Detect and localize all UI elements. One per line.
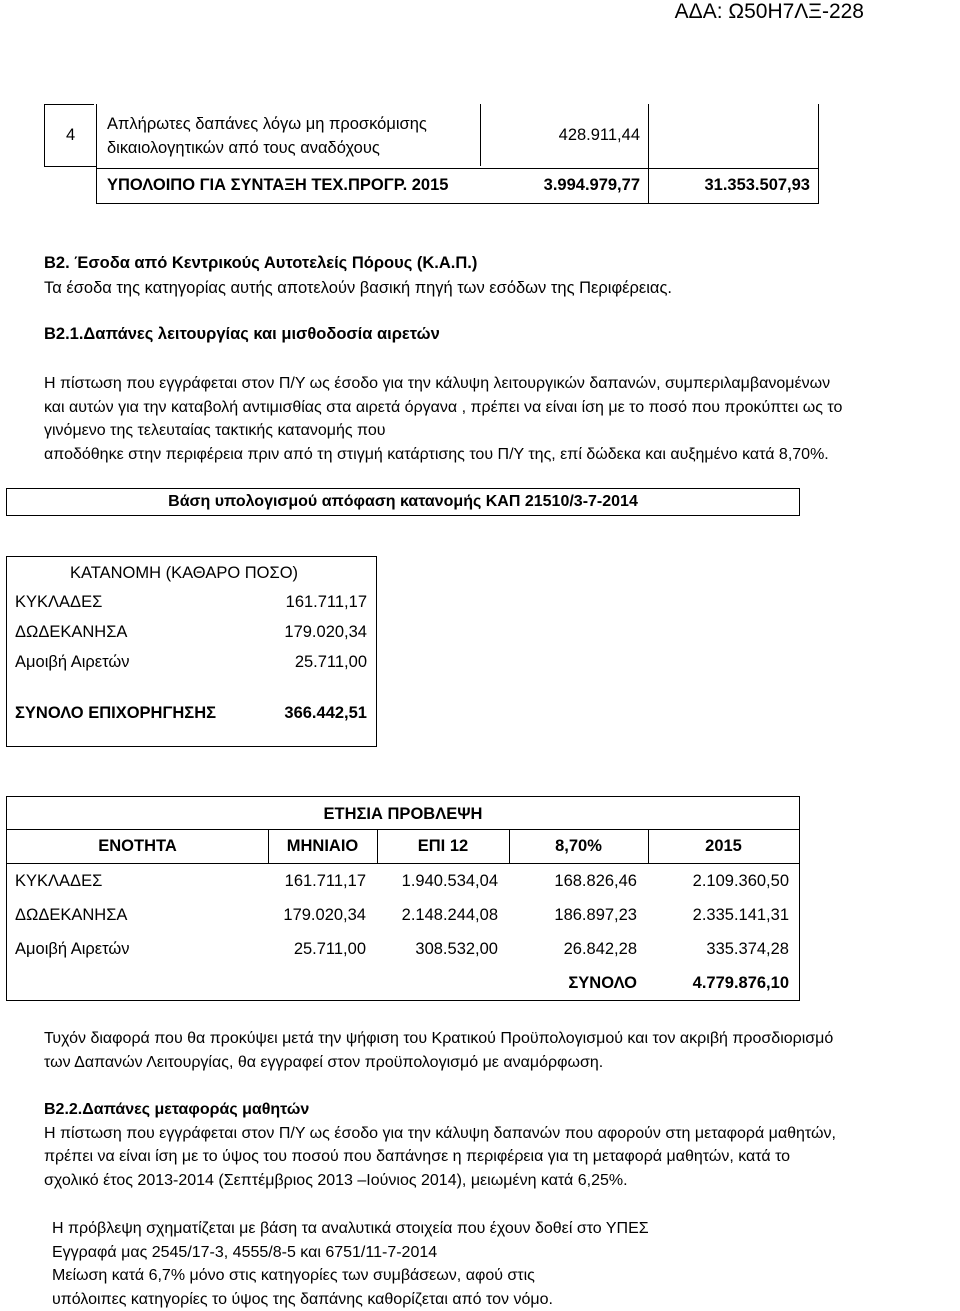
basis-text: Βάση υπολογισμού απόφαση κατανομής ΚΑΠ 21510/3-7-2014 xyxy=(168,493,638,510)
cell-unit: ΚΥΚΛΑΔΕΣ xyxy=(15,872,103,890)
table-border xyxy=(44,104,94,105)
row-description-line2: δικαιολογητικών από τους αναδόχους xyxy=(107,139,380,157)
cell-times12: 308.532,00 xyxy=(415,940,498,958)
table-border xyxy=(818,104,819,204)
cell-unit: ΔΩΔΕΚΑΝΗΣΑ xyxy=(15,906,128,924)
paragraph-line: Εγγραφά μας 2545/17-3, 4555/8-5 και 6751/11-7-2014 xyxy=(52,1243,438,1261)
allocation-label-cyclades: ΚΥΚΛΑΔΕΣ xyxy=(15,593,103,611)
table-border xyxy=(7,863,799,864)
cell-unit: Αμοιβή Αιρετών xyxy=(15,940,130,958)
paragraph-line: πρέπει να είναι ίση με το ύψος του ποσού που δαπάνησε η περιφέρεια για τη μεταφορά μαθητών, κατά το xyxy=(44,1148,791,1165)
row-index: 4 xyxy=(66,126,76,144)
paragraph-line: υπόλοιπες κατηγορίες το ύψος της δαπάνης καθορίζεται από τον νόμο. xyxy=(52,1290,553,1308)
section-b22-heading: Β2.2.Δαπάνες μεταφοράς μαθητών xyxy=(44,1101,310,1118)
paragraph-line: Η πίστωση που εγγράφεται στον Π/Υ ως έσοδο για την κάλυψη δαπανών που αφορούν στη μεταφορά μαθητών, xyxy=(44,1124,836,1142)
cell-times12: 2.148.244,08 xyxy=(401,906,498,924)
allocation-table xyxy=(6,556,377,747)
allocation-value-cyclades: 161.711,17 xyxy=(285,593,367,611)
cell-monthly: 179.020,34 xyxy=(283,906,366,924)
table-border xyxy=(7,829,799,830)
allocation-label-elected: Αμοιβή Αιρετών xyxy=(15,653,130,671)
cell-percent: 168.826,46 xyxy=(554,872,637,890)
allocation-total-label: ΣΥΝΟΛΟ ΕΠΙΧΟΡΗΓΗΣΗΣ xyxy=(15,704,217,722)
basis-box xyxy=(6,488,800,516)
table-border xyxy=(96,104,97,204)
header-times12: ΕΠΙ 12 xyxy=(417,837,469,855)
cell-monthly: 25.711,00 xyxy=(293,940,366,958)
annual-title: ΕΤΗΣΙΑ ΠΡΟΒΛΕΨΗ xyxy=(323,805,483,823)
paragraph-line: αποδόθηκε στην περιφέρεια πριν από τη στιγμή κατάρτισης του Π/Υ της, επί δώδεκα και αυξημένο κατά 8,70%. xyxy=(44,445,829,463)
section-b22 xyxy=(44,1098,836,1192)
remainder-label: ΥΠΟΛΟΙΠΟ ΓΙΑ ΣΥΝΤΑΞΗ ΤΕΧ.ΠΡΟΓΡ. 2015 xyxy=(107,176,449,194)
section-b21-heading: Β2.1.Δαπάνες λειτουργίας και μισθοδοσία αιρετών xyxy=(44,325,440,343)
ada-code: ΑΔΑ: Ω50Η7ΛΞ-228 xyxy=(674,0,864,23)
annual-total-value: 4.779.876,10 xyxy=(692,974,789,992)
paragraph-line: γινόμενο της τελευταίας τακτικής κατανομής που xyxy=(44,422,386,439)
header-year: 2015 xyxy=(705,837,742,855)
allocation-title: ΚΑΤΑΝΟΜΗ (ΚΑΘΑΡΟ ΠΟΣΟ) xyxy=(70,564,299,582)
remainder-value-2: 31.353.507,93 xyxy=(704,176,810,194)
row-description-line1: Απλήρωτες δαπάνες λόγω μη προσκόμισης xyxy=(107,115,427,133)
cell-times12: 1.940.534,04 xyxy=(401,872,498,890)
cell-year: 2.109.360,50 xyxy=(692,872,789,890)
section-b2-intro: Τα έσοδα της κατηγορίας αυτής αποτελούν βασική πηγή των εσόδων της Περιφέρειας. xyxy=(44,279,672,297)
cell-year: 335.374,28 xyxy=(706,940,789,958)
remainder-value-1: 3.994.979,77 xyxy=(543,176,640,194)
cell-percent: 26.842,28 xyxy=(563,940,637,958)
row-amount: 428.911,44 xyxy=(558,126,640,144)
annual-forecast-table xyxy=(6,796,800,1001)
allocation-value-dodecanese: 179.020,34 xyxy=(284,623,367,641)
paragraph-line: Η πίστωση που εγγράφεται στον Π/Υ ως έσοδο για την κάλυψη λειτουργικών δαπανών, συμπεριλαμβανομένων xyxy=(44,375,831,392)
paragraph-line: σχολικό έτος 2013-2014 (Σεπτέμβριος 2013 –Ιούνιος 2014), μειωμένη κατά 6,25%. xyxy=(44,1171,628,1189)
allocation-label-dodecanese: ΔΩΔΕΚΑΝΗΣΑ xyxy=(15,623,128,641)
forecast-note xyxy=(52,1217,649,1311)
paragraph-line: και αυτών για την καταβολή αντιμισθίας στα αιρετά όργανα , πρέπει να είναι ίση με το ποσό που προκύπτει ως το xyxy=(44,398,843,416)
paragraph-line: Η πρόβλεψη σχηματίζεται με βάση τα αναλυτικά στοιχεία που έχουν δοθεί στο ΥΠΕΣ xyxy=(52,1220,649,1237)
allocation-total-value: 366.442,51 xyxy=(284,704,367,722)
annual-total-label: ΣΥΝΟΛΟ xyxy=(568,974,637,992)
paragraph-line: των Δαπανών Λειτουργίας, θα εγγραφεί στον προϋπολογισμό με αναμόρφωση. xyxy=(44,1054,604,1071)
allocation-value-elected: 25.711,00 xyxy=(294,653,367,671)
cell-monthly: 161.711,17 xyxy=(284,872,366,890)
cell-percent: 186.897,23 xyxy=(554,906,637,924)
cell-year: 2.335.141,31 xyxy=(692,906,789,924)
table-border xyxy=(44,104,45,166)
table-border xyxy=(96,168,818,169)
table-border xyxy=(44,166,96,167)
header-percent: 8,70% xyxy=(555,837,602,855)
paragraph-line: Τυχόν διαφορά που θα προκύψει μετά την ψήφιση του Κρατικού Προϋπολογισμού και τον ακριβή προσδιορισμό xyxy=(44,1030,834,1047)
note-paragraph xyxy=(44,1027,833,1075)
paragraph-line: Μείωση κατά 6,7% μόνο στις κατηγορίες των συμβάσεων, αφού στις xyxy=(52,1267,535,1285)
section-b21-paragraph xyxy=(44,372,842,466)
table-border xyxy=(96,203,818,204)
section-b2-heading: Β2. Έσοδα από Κεντρικούς Αυτοτελείς Πόρους (Κ.Α.Π.) xyxy=(44,254,478,272)
header-unit: ΕΝΟΤΗΤΑ xyxy=(98,837,177,855)
header-monthly: ΜΗΝΙΑΙΟ xyxy=(286,837,359,855)
